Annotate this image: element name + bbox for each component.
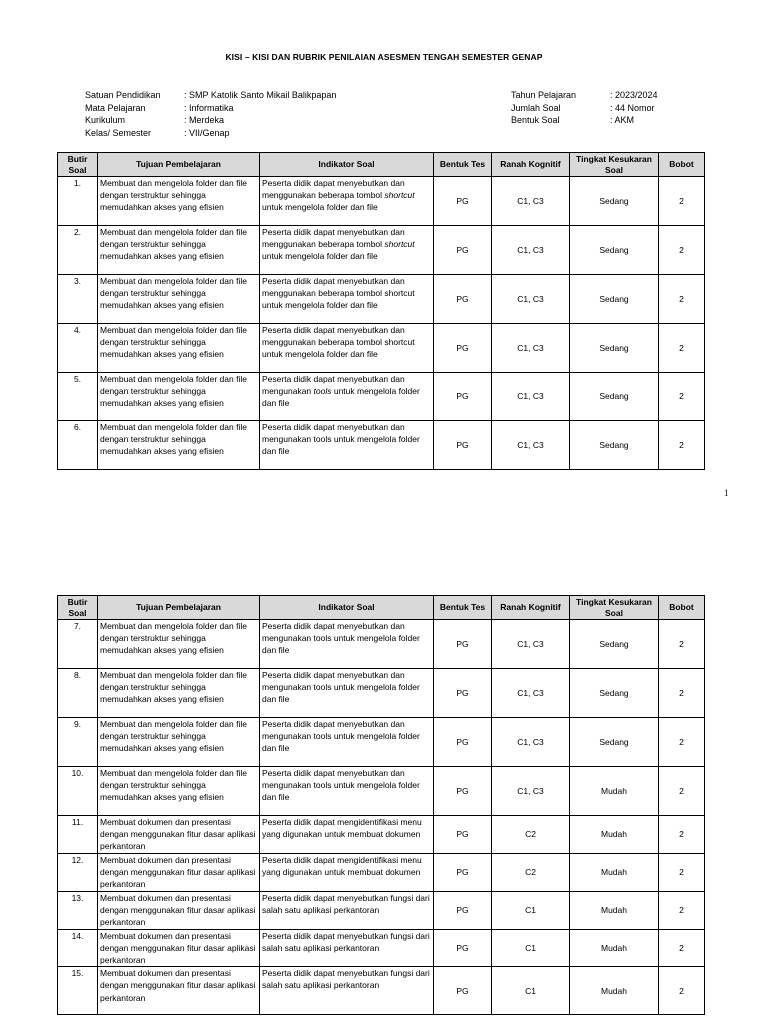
- cell-tingkat-kesukaran: Sedang: [570, 718, 659, 767]
- cell-ranah-kognitif: C1: [492, 967, 570, 1015]
- cell-bentuk-tes: PG: [434, 929, 492, 967]
- meta-row: [85, 127, 336, 140]
- cell-tujuan-pembelajaran: Membuat dan mengelola folder dan file dengan terstruktur sehingga memudahkan akses yang efisien: [98, 324, 260, 373]
- table-row: [58, 275, 705, 324]
- cell-tujuan-pembelajaran: Membuat dan mengelola folder dan file dengan terstruktur sehingga memudahkan akses yang efisien: [98, 275, 260, 324]
- cell-bobot: 2: [659, 421, 705, 470]
- meta-value: : Merdeka: [184, 115, 225, 125]
- cell-butir-soal: 7.: [58, 620, 98, 669]
- cell-butir-soal: 14.: [58, 929, 98, 967]
- indikator-text: Peserta didik dapat menyebutkan dan menggunakan beberapa tombol shortcut untuk mengelola folder dan file: [262, 325, 415, 360]
- table-row: [58, 324, 705, 373]
- cell-tingkat-kesukaran: Sedang: [570, 177, 659, 226]
- meta-row: [85, 102, 336, 115]
- cell-indikator-soal: [260, 177, 434, 226]
- indikator-text: Peserta didik dapat menyebutkan dan menggunakan beberapa tombol shortcut untuk mengelola folder dan file: [262, 276, 415, 311]
- cell-ranah-kognitif: C1, C3: [492, 421, 570, 470]
- cell-tingkat-kesukaran: Sedang: [570, 226, 659, 275]
- indikator-text: Peserta didik dapat menyebutkan dan menggunakan beberapa tombol: [262, 178, 405, 201]
- cell-tujuan-pembelajaran: Membuat dokumen dan presentasi dengan menggunakan fitur dasar aplikasi perkantoran: [98, 892, 260, 930]
- cell-ranah-kognitif: C1: [492, 892, 570, 930]
- cell-tujuan-pembelajaran: Membuat dan mengelola folder dan file dengan terstruktur sehingga memudahkan akses yang efisien: [98, 669, 260, 718]
- cell-bobot: 2: [659, 767, 705, 816]
- cell-bentuk-tes: PG: [434, 620, 492, 669]
- cell-tingkat-kesukaran: Mudah: [570, 767, 659, 816]
- header-tujuan-pembelajaran: Tujuan Pembelajaran: [98, 153, 260, 177]
- table-row: [58, 816, 705, 854]
- table-row: [58, 854, 705, 892]
- cell-bentuk-tes: PG: [434, 854, 492, 892]
- document-title: KISI – KISI DAN RUBRIK PENILAIAN ASESMEN TENGAH SEMESTER GENAP: [225, 52, 543, 62]
- cell-butir-soal: 10.: [58, 767, 98, 816]
- meta-value: : SMP Katolik Santo Mikail Balikpapan: [184, 90, 337, 100]
- cell-tingkat-kesukaran: Sedang: [570, 421, 659, 470]
- cell-tujuan-pembelajaran: Membuat dan mengelola folder dan file dengan terstruktur sehingga memudahkan akses yang efisien: [98, 421, 260, 470]
- table-row: [58, 892, 705, 930]
- meta-row: [85, 89, 336, 102]
- indikator-text: untuk mengelola folder dan file: [262, 251, 378, 262]
- indikator-text: Peserta didik dapat mengidentifikasi menu yang digunakan untuk membuat dokumen: [262, 855, 422, 878]
- indikator-text: Peserta didik dapat menyebutkan fungsi dari salah satu aplikasi perkantoran: [262, 968, 430, 991]
- cell-butir-soal: 11.: [58, 816, 98, 854]
- cell-bobot: 2: [659, 620, 705, 669]
- indikator-text: untuk mengelola folder dan file: [262, 386, 420, 409]
- cell-indikator-soal: [260, 669, 434, 718]
- meta-label: Satuan Pendidikan: [85, 90, 161, 100]
- indikator-text: Peserta didik dapat menyebutkan fungsi dari salah satu aplikasi perkantoran: [262, 893, 430, 916]
- cell-bentuk-tes: PG: [434, 718, 492, 767]
- meta-row: [85, 114, 336, 127]
- cell-butir-soal: 6.: [58, 421, 98, 470]
- cell-tujuan-pembelajaran: Membuat dan mengelola folder dan file dengan terstruktur sehingga memudahkan akses yang efisien: [98, 177, 260, 226]
- cell-bobot: 2: [659, 967, 705, 1015]
- cell-indikator-soal: [260, 324, 434, 373]
- cell-ranah-kognitif: C2: [492, 854, 570, 892]
- table-header-row: [58, 153, 705, 177]
- cell-butir-soal: 2.: [58, 226, 98, 275]
- meta-value: : 2023/2024: [610, 90, 658, 100]
- meta-label: Jumlah Soal: [511, 102, 561, 113]
- cell-tingkat-kesukaran: Sedang: [570, 373, 659, 421]
- table-row: [58, 177, 705, 226]
- indikator-text: tools: [313, 386, 332, 397]
- cell-tujuan-pembelajaran: Membuat dan mengelola folder dan file dengan terstruktur sehingga memudahkan akses yang efisien: [98, 718, 260, 767]
- cell-bobot: 2: [659, 373, 705, 421]
- table-row: [58, 718, 705, 767]
- cell-indikator-soal: [260, 421, 434, 470]
- kisi-table-page-2: [57, 595, 705, 1015]
- cell-bentuk-tes: PG: [434, 373, 492, 421]
- meta-label: Bentuk Soal: [511, 115, 560, 125]
- indikator-text: untuk mengelola folder dan file: [262, 202, 378, 213]
- cell-butir-soal: 5.: [58, 373, 98, 421]
- table-row: [58, 373, 705, 421]
- header-ranah-kognitif: Ranah Kognitif: [492, 153, 570, 177]
- meta-value: : Informatika: [184, 102, 234, 113]
- kisi-table-page-1: [57, 152, 705, 470]
- cell-ranah-kognitif: C1, C3: [492, 324, 570, 373]
- cell-bentuk-tes: PG: [434, 421, 492, 470]
- indikator-text: Peserta didik dapat menyebutkan dan menggunakan beberapa tombol: [262, 227, 405, 250]
- cell-butir-soal: 12.: [58, 854, 98, 892]
- table-row: [58, 620, 705, 669]
- cell-bentuk-tes: PG: [434, 892, 492, 930]
- cell-tujuan-pembelajaran: Membuat dan mengelola folder dan file dengan terstruktur sehingga memudahkan akses yang efisien: [98, 226, 260, 275]
- cell-butir-soal: 13.: [58, 892, 98, 930]
- cell-indikator-soal: [260, 226, 434, 275]
- indikator-text: Peserta didik dapat menyebutkan dan mengunakan tools untuk mengelola folder dan file: [262, 719, 420, 754]
- cell-tujuan-pembelajaran: Membuat dokumen dan presentasi dengan menggunakan fitur dasar aplikasi perkantoran: [98, 816, 260, 854]
- indikator-text: shortcut: [384, 239, 415, 250]
- cell-ranah-kognitif: C1, C3: [492, 226, 570, 275]
- cell-tingkat-kesukaran: Sedang: [570, 275, 659, 324]
- cell-ranah-kognitif: C1, C3: [492, 275, 570, 324]
- header-tujuan-pembelajaran: Tujuan Pembelajaran: [98, 596, 260, 620]
- cell-ranah-kognitif: C1: [492, 929, 570, 967]
- cell-ranah-kognitif: C1, C3: [492, 620, 570, 669]
- header-indikator-soal: Indikator Soal: [260, 153, 434, 177]
- cell-butir-soal: 4.: [58, 324, 98, 373]
- header-bentuk-tes: Bentuk Tes: [434, 596, 492, 620]
- cell-tingkat-kesukaran: Sedang: [570, 620, 659, 669]
- cell-bobot: 2: [659, 226, 705, 275]
- meta-value: : AKM: [610, 115, 635, 125]
- table-row: [58, 421, 705, 470]
- table-row: [58, 226, 705, 275]
- cell-bentuk-tes: PG: [434, 275, 492, 324]
- cell-bentuk-tes: PG: [434, 767, 492, 816]
- meta-label: Tahun Pelajaran: [511, 90, 577, 100]
- cell-indikator-soal: [260, 718, 434, 767]
- cell-tujuan-pembelajaran: Membuat dokumen dan presentasi dengan menggunakan fitur dasar aplikasi perkantoran: [98, 854, 260, 892]
- cell-indikator-soal: [260, 767, 434, 816]
- cell-tujuan-pembelajaran: Membuat dokumen dan presentasi dengan menggunakan fitur dasar aplikasi perkantoran: [98, 929, 260, 967]
- cell-indikator-soal: [260, 816, 434, 854]
- cell-indikator-soal: [260, 620, 434, 669]
- cell-tingkat-kesukaran: Mudah: [570, 929, 659, 967]
- cell-bobot: 2: [659, 816, 705, 854]
- meta-value: : VII/Genap: [184, 127, 230, 138]
- meta-label: Kelas/ Semester: [85, 127, 152, 138]
- meta-row: [511, 89, 658, 102]
- cell-butir-soal: 15.: [58, 967, 98, 1015]
- header-ranah-kognitif: Ranah Kognitif: [492, 596, 570, 620]
- indikator-text: Peserta didik dapat menyebutkan dan mengunakan tools untuk mengelola folder dan file: [262, 670, 420, 705]
- indikator-text: Peserta didik dapat menyebutkan dan mengunakan tools untuk mengelola folder dan file: [262, 422, 420, 457]
- table-header-row: [58, 596, 705, 620]
- cell-bentuk-tes: PG: [434, 816, 492, 854]
- header-indikator-soal: Indikator Soal: [260, 596, 434, 620]
- meta-label: Mata Pelajaran: [85, 102, 146, 113]
- header-butir-soal: Butir Soal: [58, 596, 98, 620]
- cell-indikator-soal: [260, 929, 434, 967]
- cell-bobot: 2: [659, 669, 705, 718]
- indikator-text: Peserta didik dapat menyebutkan fungsi dari salah satu aplikasi perkantoran: [262, 930, 430, 953]
- cell-bobot: 2: [659, 892, 705, 930]
- cell-bobot: 2: [659, 718, 705, 767]
- cell-indikator-soal: [260, 275, 434, 324]
- cell-tujuan-pembelajaran: Membuat dan mengelola folder dan file dengan terstruktur sehingga memudahkan akses yang efisien: [98, 373, 260, 421]
- cell-tingkat-kesukaran: Mudah: [570, 854, 659, 892]
- cell-tingkat-kesukaran: Mudah: [570, 816, 659, 854]
- cell-butir-soal: 1.: [58, 177, 98, 226]
- cell-indikator-soal: [260, 967, 434, 1015]
- cell-butir-soal: 8.: [58, 669, 98, 718]
- cell-ranah-kognitif: C2: [492, 816, 570, 854]
- cell-ranah-kognitif: C1, C3: [492, 177, 570, 226]
- header-bobot: Bobot: [659, 153, 705, 177]
- cell-bentuk-tes: PG: [434, 324, 492, 373]
- meta-label: Kurikulum: [85, 115, 126, 125]
- cell-tingkat-kesukaran: Mudah: [570, 967, 659, 1015]
- cell-bentuk-tes: PG: [434, 669, 492, 718]
- header-butir-soal: Butir Soal: [58, 153, 98, 177]
- cell-bentuk-tes: PG: [434, 226, 492, 275]
- indikator-text: Peserta didik dapat mengidentifikasi menu yang digunakan untuk membuat dokumen: [262, 817, 422, 840]
- header-bobot: Bobot: [659, 596, 705, 620]
- header-tingkat-kesukaran: Tingkat Kesukaran Soal: [570, 596, 659, 620]
- cell-tujuan-pembelajaran: Membuat dan mengelola folder dan file dengan terstruktur sehingga memudahkan akses yang efisien: [98, 767, 260, 816]
- cell-indikator-soal: [260, 373, 434, 421]
- cell-tujuan-pembelajaran: Membuat dokumen dan presentasi dengan menggunakan fitur dasar aplikasi perkantoran: [98, 967, 260, 1015]
- cell-bobot: 2: [659, 177, 705, 226]
- cell-bentuk-tes: PG: [434, 967, 492, 1015]
- cell-bobot: 2: [659, 854, 705, 892]
- header-bentuk-tes: Bentuk Tes: [434, 153, 492, 177]
- cell-butir-soal: 3.: [58, 275, 98, 324]
- table-body-page-1: [58, 177, 705, 470]
- cell-tingkat-kesukaran: Sedang: [570, 324, 659, 373]
- header-tingkat-kesukaran: Tingkat Kesukaran Soal: [570, 153, 659, 177]
- meta-row: [511, 102, 658, 115]
- cell-bentuk-tes: PG: [434, 177, 492, 226]
- cell-butir-soal: 9.: [58, 718, 98, 767]
- cell-indikator-soal: [260, 854, 434, 892]
- indikator-text: Peserta didik dapat menyebutkan dan mengunakan tools untuk mengelola folder dan file: [262, 768, 420, 803]
- cell-bobot: 2: [659, 275, 705, 324]
- cell-tingkat-kesukaran: Sedang: [570, 669, 659, 718]
- table-row: [58, 767, 705, 816]
- cell-bobot: 2: [659, 324, 705, 373]
- meta-row: [511, 114, 658, 127]
- table-row: [58, 929, 705, 967]
- cell-tujuan-pembelajaran: Membuat dan mengelola folder dan file dengan terstruktur sehingga memudahkan akses yang efisien: [98, 620, 260, 669]
- page-number: 1: [724, 488, 729, 498]
- cell-ranah-kognitif: C1, C3: [492, 669, 570, 718]
- meta-value: : 44 Nomor: [610, 102, 655, 113]
- indikator-text: shortcut: [384, 190, 415, 201]
- cell-indikator-soal: [260, 892, 434, 930]
- table-body-page-2: [58, 620, 705, 1015]
- cell-ranah-kognitif: C1, C3: [492, 767, 570, 816]
- cell-ranah-kognitif: C1, C3: [492, 718, 570, 767]
- meta-left: [85, 89, 336, 139]
- indikator-text: Peserta didik dapat menyebutkan dan mengunakan tools untuk mengelola folder dan file: [262, 621, 420, 656]
- meta-right: [511, 89, 658, 127]
- cell-ranah-kognitif: C1, C3: [492, 373, 570, 421]
- indikator-text: Peserta didik dapat menyebutkan dan mengunakan: [262, 374, 405, 397]
- cell-bobot: 2: [659, 929, 705, 967]
- cell-tingkat-kesukaran: Mudah: [570, 892, 659, 930]
- table-row: [58, 967, 705, 1015]
- table-row: [58, 669, 705, 718]
